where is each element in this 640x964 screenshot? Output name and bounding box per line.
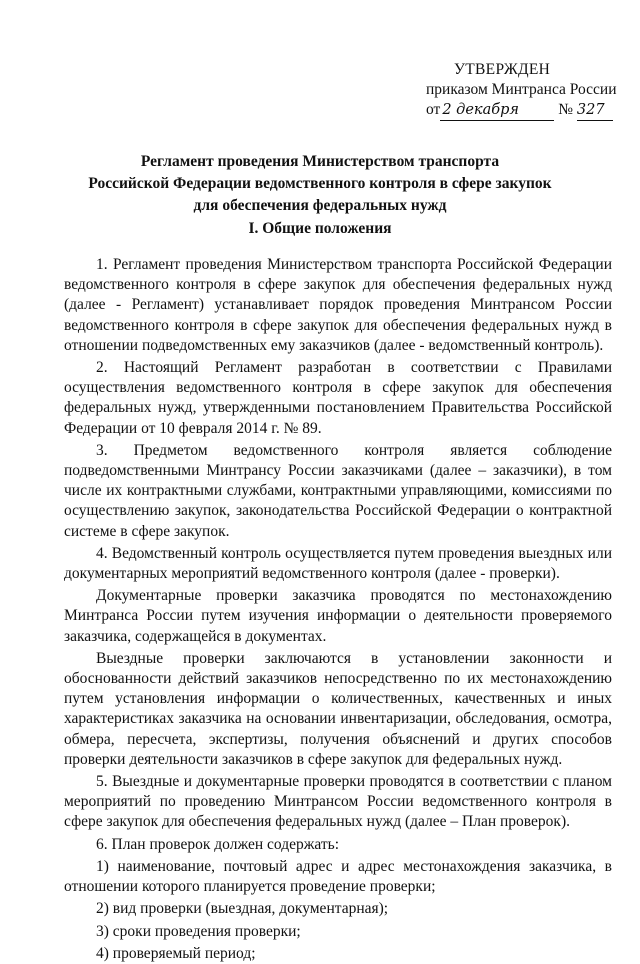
title-line-3: для обеспечения федеральных нужд <box>193 197 447 214</box>
number-prefix: № <box>558 101 573 118</box>
list-item-2: 2) вид проверки (выездная, документарная); <box>96 900 389 918</box>
list-item-1: 1) наименование, почтовый адрес и адрес местонахождения заказчика, в отношении которого планируется проведение проверки; <box>64 857 612 896</box>
handwritten-date: 2 декабря <box>440 100 554 121</box>
title-line-1: Регламент проведения Министерством транспорта <box>140 153 500 170</box>
list-item-3: 3) сроки проведения проверки; <box>96 922 301 940</box>
approval-stamp-block <box>426 60 626 121</box>
date-prefix: от <box>426 101 441 118</box>
document-body <box>64 255 612 964</box>
list-item-4: 4) проверяемый период; <box>96 944 256 962</box>
paragraph-5: 5. Выездные и документарные проверки проводятся в соответствии с планом мероприятий по проведению Минтрансом России ведомственного контроля в сфере закупок для обеспечения федеральных нужд (далее – План проверок). <box>64 773 612 831</box>
approval-date-number-line <box>426 100 626 121</box>
paragraph-4-onsite: Выездные проверки заключаются в установлении законности и обоснованности действий заказчиков непосредственно по их местонахождению путем установления информации о количественных, качественных и иных характеристиках заказчика на основании инвентаризации, обследования, осмотра, обмера, пересчета, экспертизы, получения объяснений и других способов проверки деятельности заказчиков в сфере закупок для федеральных нужд. <box>64 649 612 768</box>
paragraph-1: 1. Регламент проведения Министерством транспорта Российской Федерации ведомственного контроля в сфере закупок для обеспечения федеральных нужд (далее - Регламент) устанавливает порядок проведения Минтрансом России ведомственного контроля в сфере закупок для обеспечения федеральных нужд в отношении подведомственных ему заказчиков (далее - ведомственный контроль). <box>64 256 612 354</box>
paragraph-6: 6. План проверок должен содержать: <box>96 835 340 853</box>
approved-by-order: приказом Минтранса России <box>426 81 617 98</box>
document-title <box>20 151 620 217</box>
paragraph-4-documentary: Документарные проверки заказчика проводятся по местонахождению Минтранса России путем изучения информации о деятельности проверяемого заказчика, содержащейся в документах. <box>64 587 612 645</box>
paragraph-2: 2. Настоящий Регламент разработан в соответствии с Правилами осуществления ведомственного контроля в сфере закупок для обеспечения федеральных нужд, утвержденными постановлением Правительства Российской Федерации от 10 февраля 2014 г. № 89. <box>64 359 612 437</box>
paragraph-3: 3. Предметом ведомственного контроля является соблюдение подведомственными Минтрансу России заказчиками (далее – заказчики), в том числе их контрактными службами, контрактными управляющими, комиссиями по осуществлению закупок, законодательства Российской Федерации о контрактной системе в сфере закупок. <box>64 441 612 540</box>
title-line-2: Российской Федерации ведомственного контроля в сфере закупок <box>88 175 552 192</box>
paragraph-4: 4. Ведомственный контроль осуществляется путем проведения выездных или документарных мероприятий ведомственного контроля (далее - проверки). <box>64 544 612 583</box>
handwritten-number: 327 <box>577 100 613 121</box>
section-heading: I. Общие положения <box>248 220 392 237</box>
approved-label: УТВЕРЖДЕН <box>454 61 551 78</box>
